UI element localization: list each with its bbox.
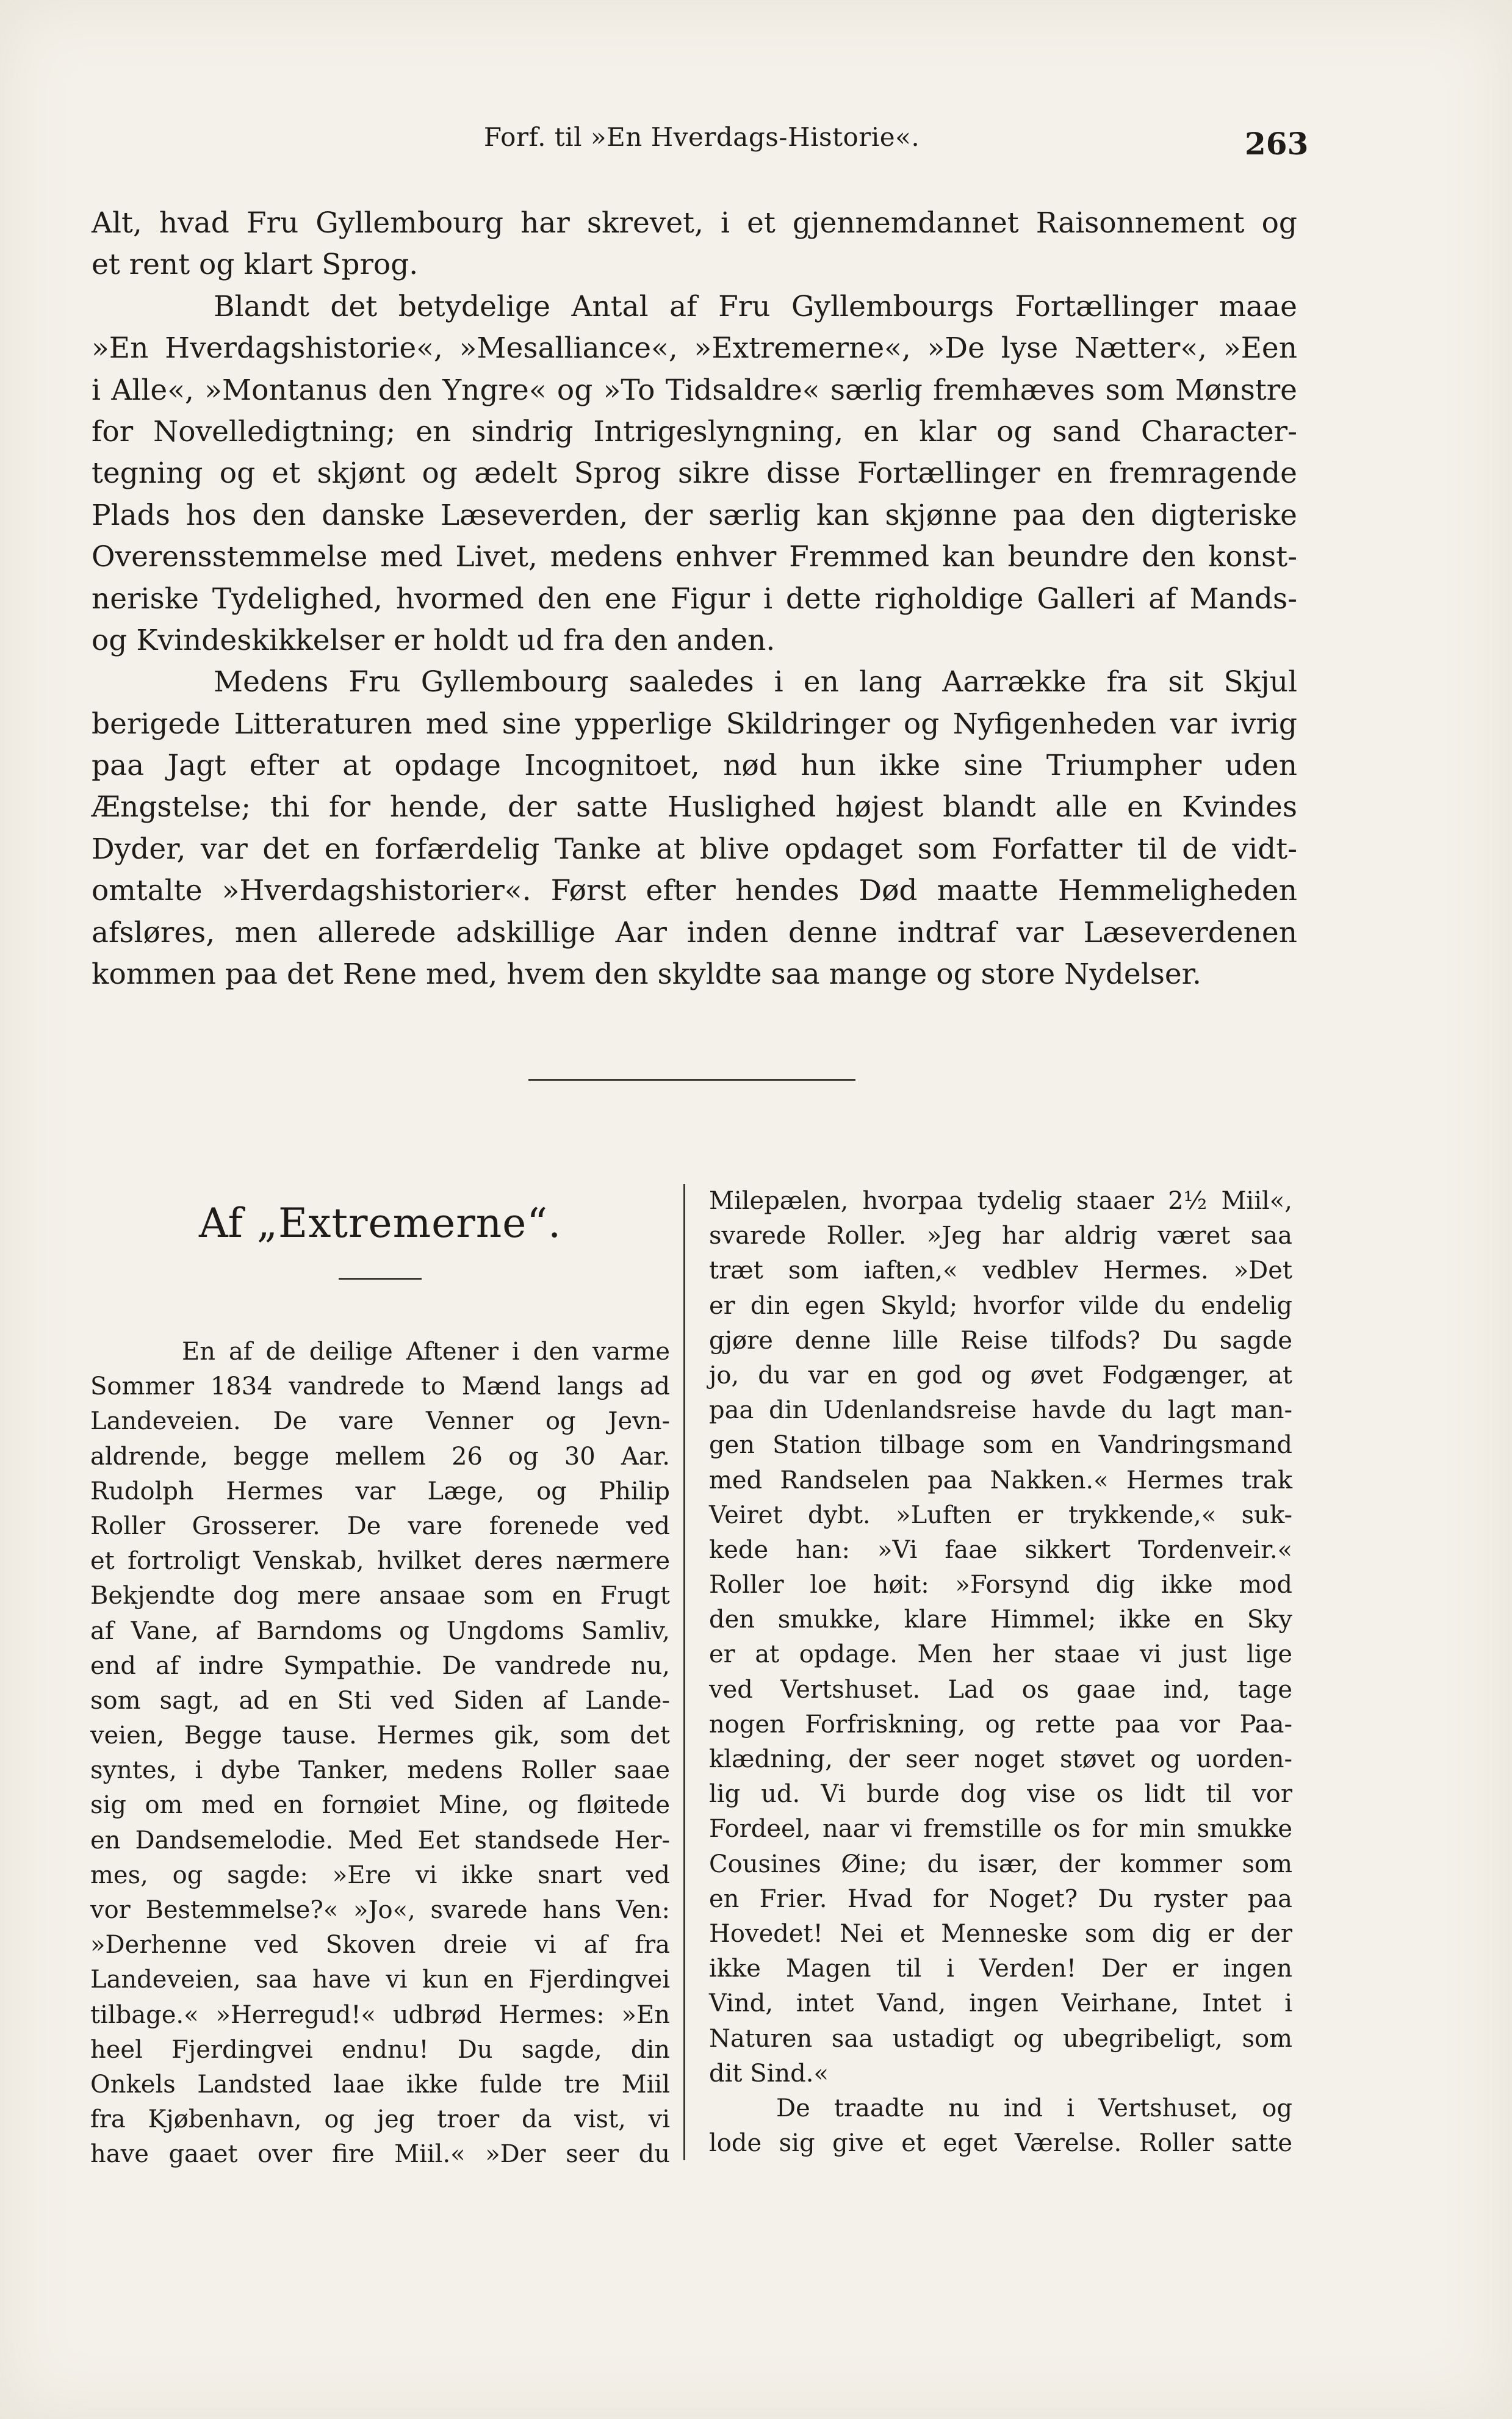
text-line: Bekjendte dog mere ansaae som en Frugt [90, 1582, 670, 1610]
right-column-text [709, 1184, 1292, 2161]
text-line: lig ud. Vi burde dog vise os lidt til vor [709, 1780, 1292, 1809]
text-line: ved Vertshuset. Lad os gaae ind, tage [709, 1675, 1292, 1704]
text-line: Veiret dybt. »Luften er trykkende,« suk- [709, 1501, 1292, 1529]
section-title: Af „Extremerne“. [198, 1200, 562, 1247]
text-line: »En Hverdagshistorie«, »Mesalliance«, »Extremerne«, »De lyse Nætter«, »Een [92, 331, 1297, 366]
text-line: Onkels Landsted laae ikke fulde tre Miil [90, 2070, 670, 2099]
text-line: Vind, intet Vand, ingen Veirhane, Intet i [709, 1989, 1292, 2018]
text-line: svarede Roller. »Jeg har aldrig været saa [709, 1222, 1292, 1250]
text-line: en Dandsemelodie. Med Eet standsede Her- [90, 1826, 670, 1855]
text-line: omtalte »Hverdagshistorier«. Først efter hendes Død maatte Hemmeligheden [92, 874, 1297, 908]
text-line: klædning, der seer noget støvet og uorden- [709, 1745, 1292, 1773]
text-line: et fortroligt Venskab, hvilket deres nærmere [90, 1547, 670, 1576]
text-line: heel Fjerdingvei endnu! Du sagde, din [90, 2035, 670, 2064]
text-line: et rent og klart Sprog. [92, 248, 419, 282]
text-line: for Novelledigtning; en sindrig Intrigeslyngning, en klar og sand Character- [92, 414, 1297, 449]
column-divider [683, 1184, 685, 2160]
text-line: paa Jagt efter at opdage Incognitoet, nød hun ikke sine Triumpher uden [92, 749, 1297, 783]
text-line: er din egen Skyld; hvorfor vilde du endelig [709, 1291, 1292, 1320]
text-line: fra Kjøbenhavn, og jeg troer da vist, vi [90, 2105, 670, 2134]
text-line: Milepælen, hvorpaa tydelig staaer 2½ Miil«, [709, 1187, 1292, 1215]
text-line: vor Bestemmelse?« »Jo«, svarede hans Ven: [90, 1896, 670, 1924]
text-line: Fordeel, naar vi fremstille os for min smukke [709, 1815, 1292, 1844]
text-line: som sagt, ad en Sti ved Siden af Lande- [90, 1686, 670, 1715]
text-line: træt som iaften,« vedblev Hermes. »Det [709, 1256, 1292, 1285]
text-line: i Alle«, »Montanus den Yngre« og »To Tidsaldre« særlig fremhæves som Mønstre [92, 373, 1297, 407]
intro-paragraph-3 [92, 662, 1297, 995]
text-line: afsløres, men allerede adskillige Aar inden denne indtraf var Læseverdenen [92, 915, 1297, 950]
text-line: lode sig give et eget Værelse. Roller satte [709, 2129, 1292, 2158]
text-line: have gaaet over fire Miil.« »Der seer du [90, 2140, 670, 2169]
text-line: af Vane, af Barndoms og Ungdoms Samliv, [90, 1617, 670, 1645]
title-rule [339, 1278, 422, 1280]
page-number: 263 [1245, 126, 1309, 162]
text-line: er at opdage. Men her staae vi just lige [709, 1640, 1292, 1669]
text-line: syntes, i dybe Tanker, medens Roller saae [90, 1756, 670, 1785]
text-line: mes, og sagde: »Ere vi ikke snart ved [90, 1861, 670, 1889]
text-line: Ængstelse; thi for hende, der satte Huslighed højest blandt alle en Kvindes [92, 790, 1297, 824]
running-title: Forf. til »En Hverdags-Historie«. [483, 122, 920, 152]
text-line: Plads hos den danske Læseverden, der særlig kan skjønne paa den digteriske [92, 498, 1297, 532]
text-line: Roller loe høit: »Forsynd dig ikke mod [709, 1571, 1292, 1599]
text-line: dit Sind.« [709, 2059, 829, 2088]
text-line: Blandt det betydelige Antal af Fru Gyllembourgs Fortællinger maae [214, 289, 1297, 323]
text-line: berigede Litteraturen med sine ypperlige Skildringer og Nyfigenheden var ivrig [92, 707, 1297, 741]
text-line: De traadte nu ind i Vertshuset, og [776, 2094, 1292, 2122]
text-line: nogen Forfriskning, og rette paa vor Paa- [709, 1710, 1292, 1739]
text-line: med Randselen paa Nakken.« Hermes trak [709, 1466, 1292, 1494]
text-line: en Frier. Hvad for Noget? Du ryster paa [709, 1884, 1292, 1913]
text-line: Landeveien, saa have vi kun en Fjerdingvei [90, 1966, 670, 1994]
text-line: aldrende, begge mellem 26 og 30 Aar. [90, 1442, 670, 1471]
text-line: Roller Grosserer. De vare forenede ved [90, 1512, 670, 1540]
intro-text [92, 203, 1297, 995]
left-column [90, 1184, 670, 2172]
intro-paragraph-1 [92, 203, 1297, 286]
text-line: sig om med en fornøiet Mine, og fløitede [90, 1791, 670, 1820]
text-line: Overensstemmelse med Livet, medens enhver Fremmed kan beundre den konst- [92, 540, 1297, 574]
text-line: Cousines Øine; du især, der kommer som [709, 1850, 1292, 1878]
text-line: tilbage.« »Herregud!« udbrød Hermes: »En [90, 2000, 670, 2029]
text-line: end af indre Sympathie. De vandrede nu, [90, 1651, 670, 1680]
text-line: gen Station tilbage som en Vandringsmand [709, 1431, 1292, 1460]
text-line: Landeveien. De vare Venner og Jevn- [90, 1407, 670, 1436]
left-column-text [90, 1335, 670, 2172]
text-line: Hovedet! Nei et Menneske som dig er der [709, 1919, 1292, 1948]
text-line: Sommer 1834 vandrede to Mænd langs ad [90, 1372, 670, 1401]
text-line: Dyder, var det en forfærdelig Tanke at blive opdaget som Forfatter til de vidt- [92, 832, 1297, 866]
text-line: »Derhenne ved Skoven dreie vi af fra [90, 1931, 670, 1959]
text-line: En af de deilige Aftener i den varme [182, 1338, 670, 1366]
text-line: neriske Tydelighed, hvormed den ene Figur i dette righoldige Galleri af Mands- [92, 582, 1297, 616]
intro-paragraph-2 [92, 286, 1297, 662]
text-line: Rudolph Hermes var Læge, og Philip [90, 1477, 670, 1505]
text-line: Alt, hvad Fru Gyllembourg har skrevet, i et gjennemdannet Raisonnement og [92, 206, 1297, 240]
text-line: tegning og et skjønt og ædelt Sprog sikre disse Fortællinger en fremragende [92, 456, 1297, 491]
text-line: paa din Udenlandsreise havde du lagt man- [709, 1396, 1292, 1425]
text-line: kede han: »Vi faae sikkert Tordenveir.« [709, 1535, 1292, 1564]
section-divider [528, 1079, 855, 1081]
text-line: den smukke, klare Himmel; ikke en Sky [709, 1606, 1292, 1634]
text-line: Naturen saa ustadigt og ubegribeligt, som [709, 2024, 1292, 2053]
text-line: Medens Fru Gyllembourg saaledes i en lang Aarrække fra sit Skjul [214, 665, 1297, 699]
text-line: veien, Begge tause. Hermes gik, som det [90, 1721, 670, 1750]
text-line: kommen paa det Rene med, hvem den skyldte saa mange og store Nydelser. [92, 957, 1201, 992]
text-line: og Kvindeskikkelser er holdt ud fra den anden. [92, 623, 776, 657]
text-line: gjøre denne lille Reise tilfods? Du sagde [709, 1326, 1292, 1355]
text-line: jo, du var en god og øvet Fodgænger, at [709, 1361, 1292, 1390]
text-line: ikke Magen til i Verden! Der er ingen [709, 1955, 1292, 1983]
